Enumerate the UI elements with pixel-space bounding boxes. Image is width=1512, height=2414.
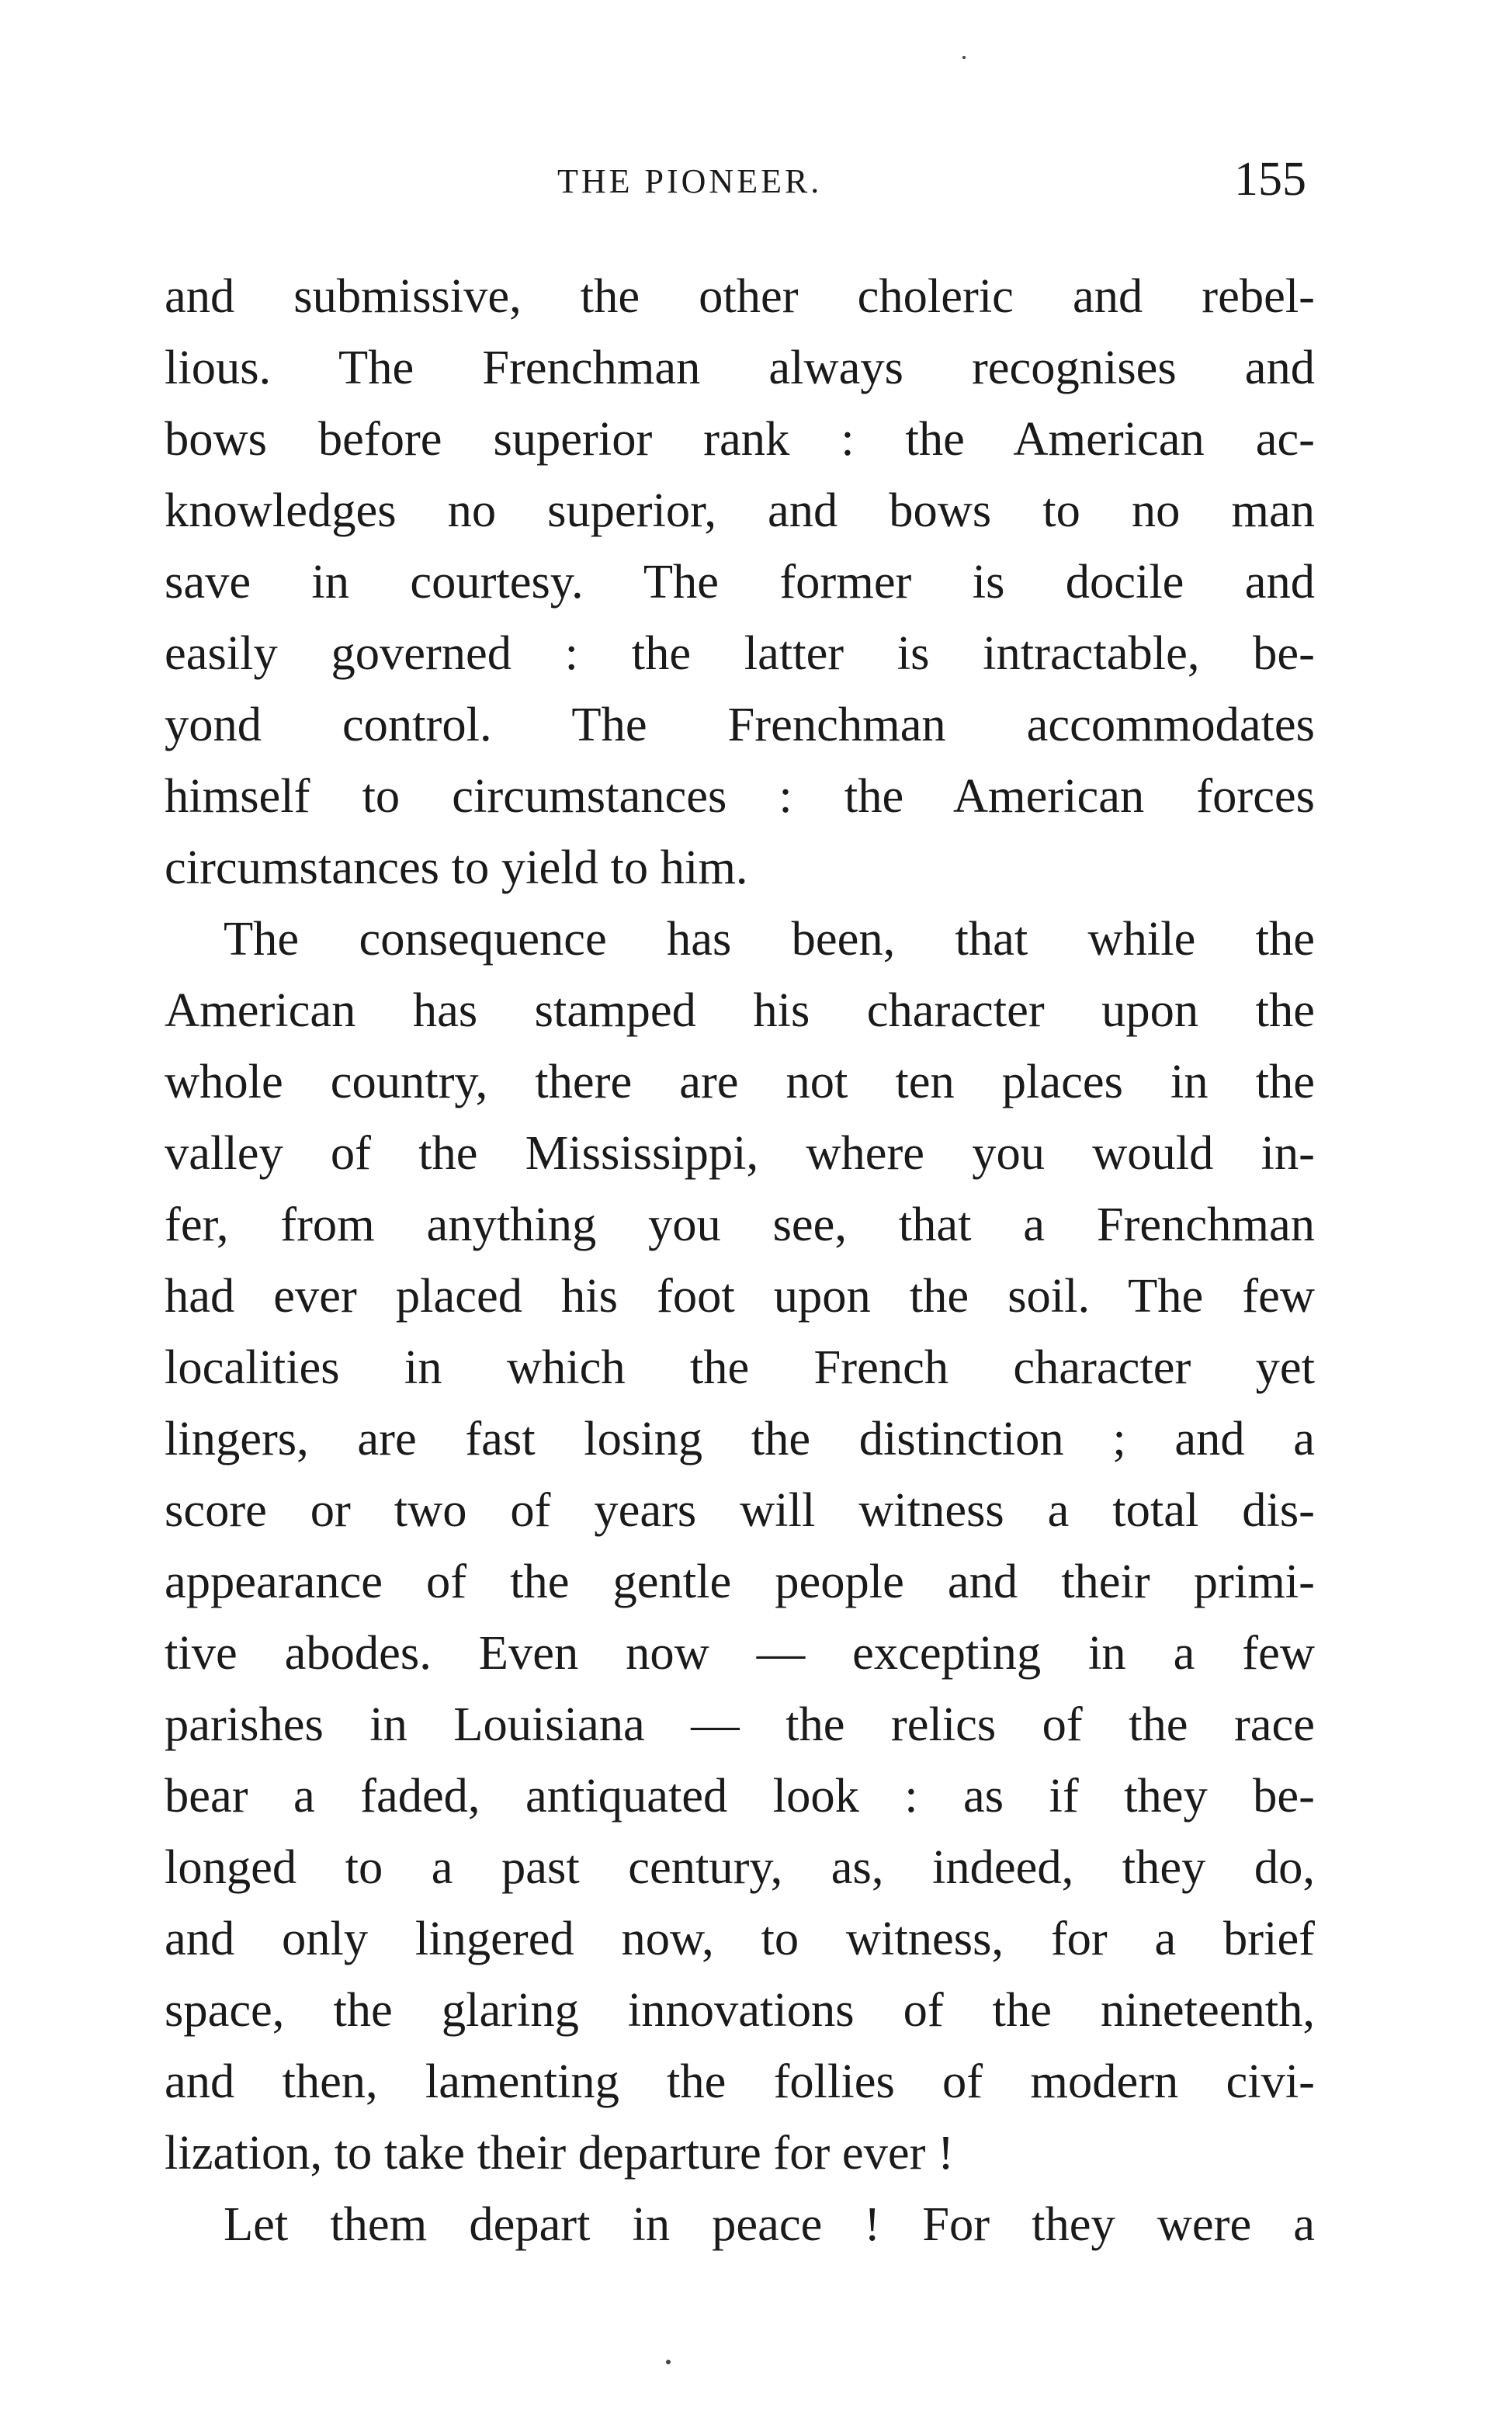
text-line: whole country, there are not ten places in the xyxy=(165,1054,1315,1108)
text-line: Let them depart in peace ! For they were a xyxy=(224,2197,1315,2251)
paper-speck xyxy=(666,2360,671,2364)
text-line: himself to circumstances : the American forces xyxy=(165,768,1315,823)
text-line: and then, lamenting the follies of modern civi- xyxy=(165,2054,1315,2108)
text-line: lious. The Frenchman always recognises and xyxy=(165,340,1315,394)
paper-speck xyxy=(962,56,966,59)
text-line: parishes in Louisiana — the relics of the race xyxy=(165,1697,1315,1751)
text-line: circumstances to yield to him. xyxy=(165,840,748,894)
text-line: localities in which the French character yet xyxy=(165,1340,1315,1394)
text-line: and only lingered now, to witness, for a brief xyxy=(165,1911,1315,1965)
text-line: tive abodes. Even now — excepting in a few xyxy=(165,1625,1315,1680)
text-line: had ever placed his foot upon the soil. The few xyxy=(165,1268,1315,1323)
text-line: fer, from anything you see, that a Frenchman xyxy=(165,1197,1315,1251)
text-line: and submissive, the other choleric and rebel- xyxy=(165,269,1315,323)
text-line: yond control. The Frenchman accommodates xyxy=(165,697,1315,751)
text-line: easily governed : the latter is intractable, be- xyxy=(165,626,1315,680)
text-line: The consequence has been, that while the xyxy=(224,911,1315,966)
text-line: lingers, are fast losing the distinction ; and a xyxy=(165,1411,1315,1465)
text-line: appearance of the gentle people and their primi- xyxy=(165,1554,1315,1608)
text-line: longed to a past century, as, indeed, they do, xyxy=(165,1840,1315,1894)
text-line: valley of the Mississippi, where you would in- xyxy=(165,1125,1315,1180)
text-line: space, the glaring innovations of the nineteenth, xyxy=(165,1982,1315,2037)
text-line: bear a faded, antiquated look : as if they be- xyxy=(165,1768,1315,1823)
text-line: lization, to take their departure for ever ! xyxy=(165,2125,954,2180)
text-line: bows before superior rank : the American ac- xyxy=(165,411,1315,466)
text-line: American has stamped his character upon the xyxy=(165,983,1315,1037)
page-number: 155 xyxy=(1234,153,1306,206)
text-line: score or two of years will witness a total dis- xyxy=(165,1483,1315,1537)
running-title: THE PIONEER. xyxy=(557,162,823,200)
text-line: knowledges no superior, and bows to no man xyxy=(165,483,1315,537)
text-line: save in courtesy. The former is docile and xyxy=(165,554,1315,609)
